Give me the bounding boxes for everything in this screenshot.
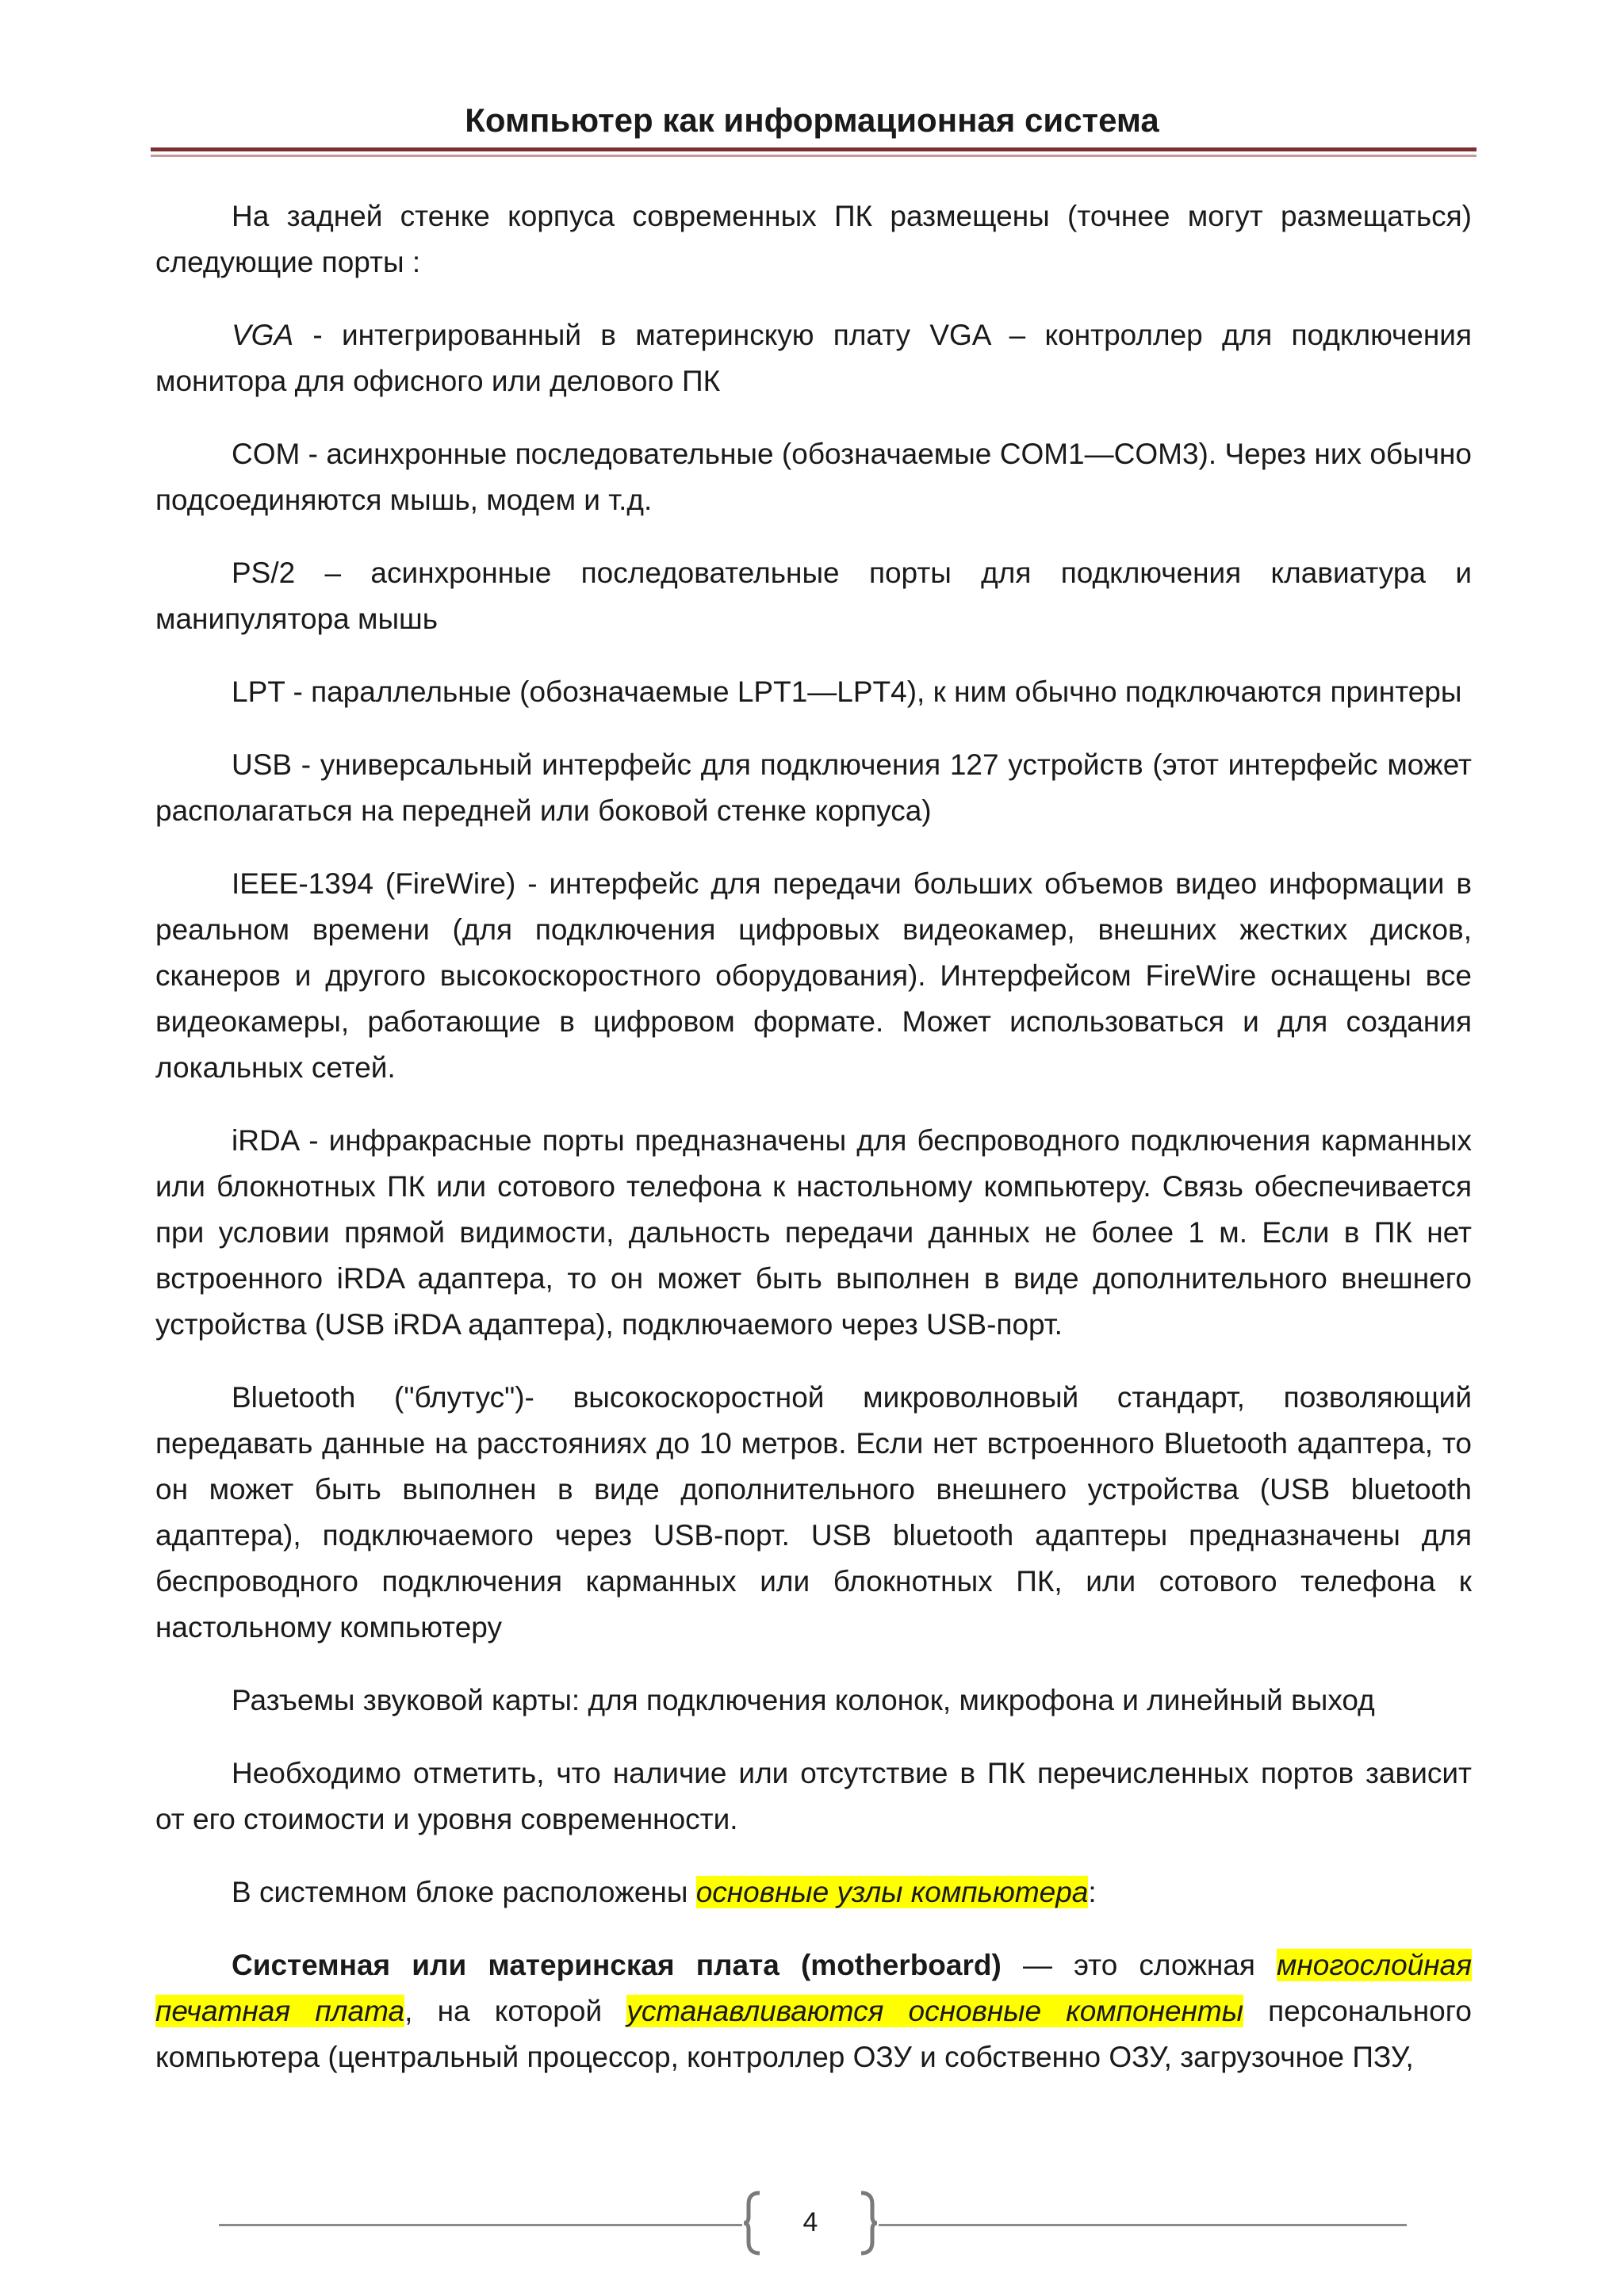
paragraph-firewire: IEEE-1394 (FireWire) - интерфейс для передачи больших объемов видео информации в реальном времени (для подключения цифровых видеокамер, внешних жестких дисков, сканеров и другого высокоскоростного оборудования). Интерфейсом FireWire оснащены все видеокамеры, работающие в цифровом формате. Может использоваться и для создания локальных сетей.: [155, 867, 1472, 1084]
paragraph-note: Необходимо отметить, что наличие или отсутствие в ПК перечисленных портов зависит от его стоимости и уровня современности.: [155, 1757, 1472, 1835]
page-header-title: Компьютер как информационная система: [465, 101, 1159, 139]
paragraph-vga: [155, 312, 1472, 404]
footer-rule-left: [219, 2224, 742, 2226]
text-system-unit: В системном блоке расположены: [232, 1876, 696, 1908]
header-rule: [151, 147, 1477, 151]
text-mb-3: персонального компьютера (центральный процессор, контроллер ОЗУ и собственно ОЗУ, загрузочное ПЗУ,: [155, 1995, 1472, 2073]
paragraph-intro: На задней стенке корпуса современных ПК размещены (точнее могут размещаться) следующие порты :: [155, 200, 1472, 278]
text-colon: :: [1088, 1876, 1097, 1908]
text-mb-1: — это сложная: [1001, 1949, 1277, 1981]
term-vga: VGA: [232, 319, 294, 351]
highlight-main-components: устанавливаются основные компоненты: [626, 1995, 1243, 2027]
paragraph-ps2: PS/2 – асинхронные последовательные порты для подключения клавиатура и манипулятора мышь: [155, 557, 1472, 635]
footer-brace-left-icon: [742, 2190, 764, 2256]
text-mb-2: , на которой: [404, 1995, 627, 2027]
footer-brace-right-icon: [856, 2190, 879, 2256]
paragraph-motherboard: [155, 1942, 1472, 2080]
paragraph-usb: USB - универсальный интерфейс для подключения 127 устройств (этот интерфейс может располагаться на передней или боковой стенке корпуса): [155, 748, 1472, 827]
paragraph-sound: Разъемы звуковой карты: для подключения колонок, микрофона и линейный выход: [232, 1684, 1375, 1716]
highlight-multilayer-board: многослойная печатная плата: [155, 1949, 1472, 2027]
paragraph-system-unit: [155, 1869, 1472, 1915]
page-number: 4: [802, 2207, 818, 2237]
term-motherboard: Системная или материнская плата (motherboard): [232, 1949, 1002, 1981]
paragraph-com: COM - асинхронные последовательные (обозначаемые COM1—COM3). Через них обычно подсоединяются мышь, модем и т.д.: [155, 438, 1472, 516]
paragraph-bluetooth: Bluetooth ("блутус")- высокоскоростной микроволновый стандарт, позволяющий передавать данные на расстояниях до 10 метров. Если нет встроенного Bluetooth адаптера, то он может быть выполнен в виде дополнительного внешнего устройства (USB bluetooth адаптера), подключаемого через USB-порт. USB bluetooth адаптеры предназначены для беспроводного подключения карманных или блокнотных ПК, или сотового телефона к настольному компьютеру: [155, 1381, 1472, 1644]
highlight-main-nodes: основные узлы компьютера: [695, 1876, 1089, 1908]
paragraph-lpt: LPT - параллельные (обозначаемые LPT1—LPT4), к ним обычно подключаются принтеры: [232, 675, 1462, 708]
footer-rule-right: [879, 2224, 1407, 2226]
header-rule-secondary: [151, 155, 1477, 157]
text-vga: - интегрированный в материнскую плату VGA – контроллер для подключения монитора для офисного или делового ПК: [155, 319, 1472, 397]
document-body: [155, 193, 1472, 2107]
paragraph-irda: iRDA - инфракрасные порты предназначены для беспроводного подключения карманных или блокнотных ПК или сотового телефона к настольному компьютеру. Связь обеспечивается при условии прямой видимости, дальность передачи данных не более 1 м. Если в ПК нет встроенного iRDA адаптера, то он может быть выполнен в виде дополнительного внешнего устройства (USB iRDA адаптера), подключаемого через USB-порт.: [155, 1124, 1472, 1341]
